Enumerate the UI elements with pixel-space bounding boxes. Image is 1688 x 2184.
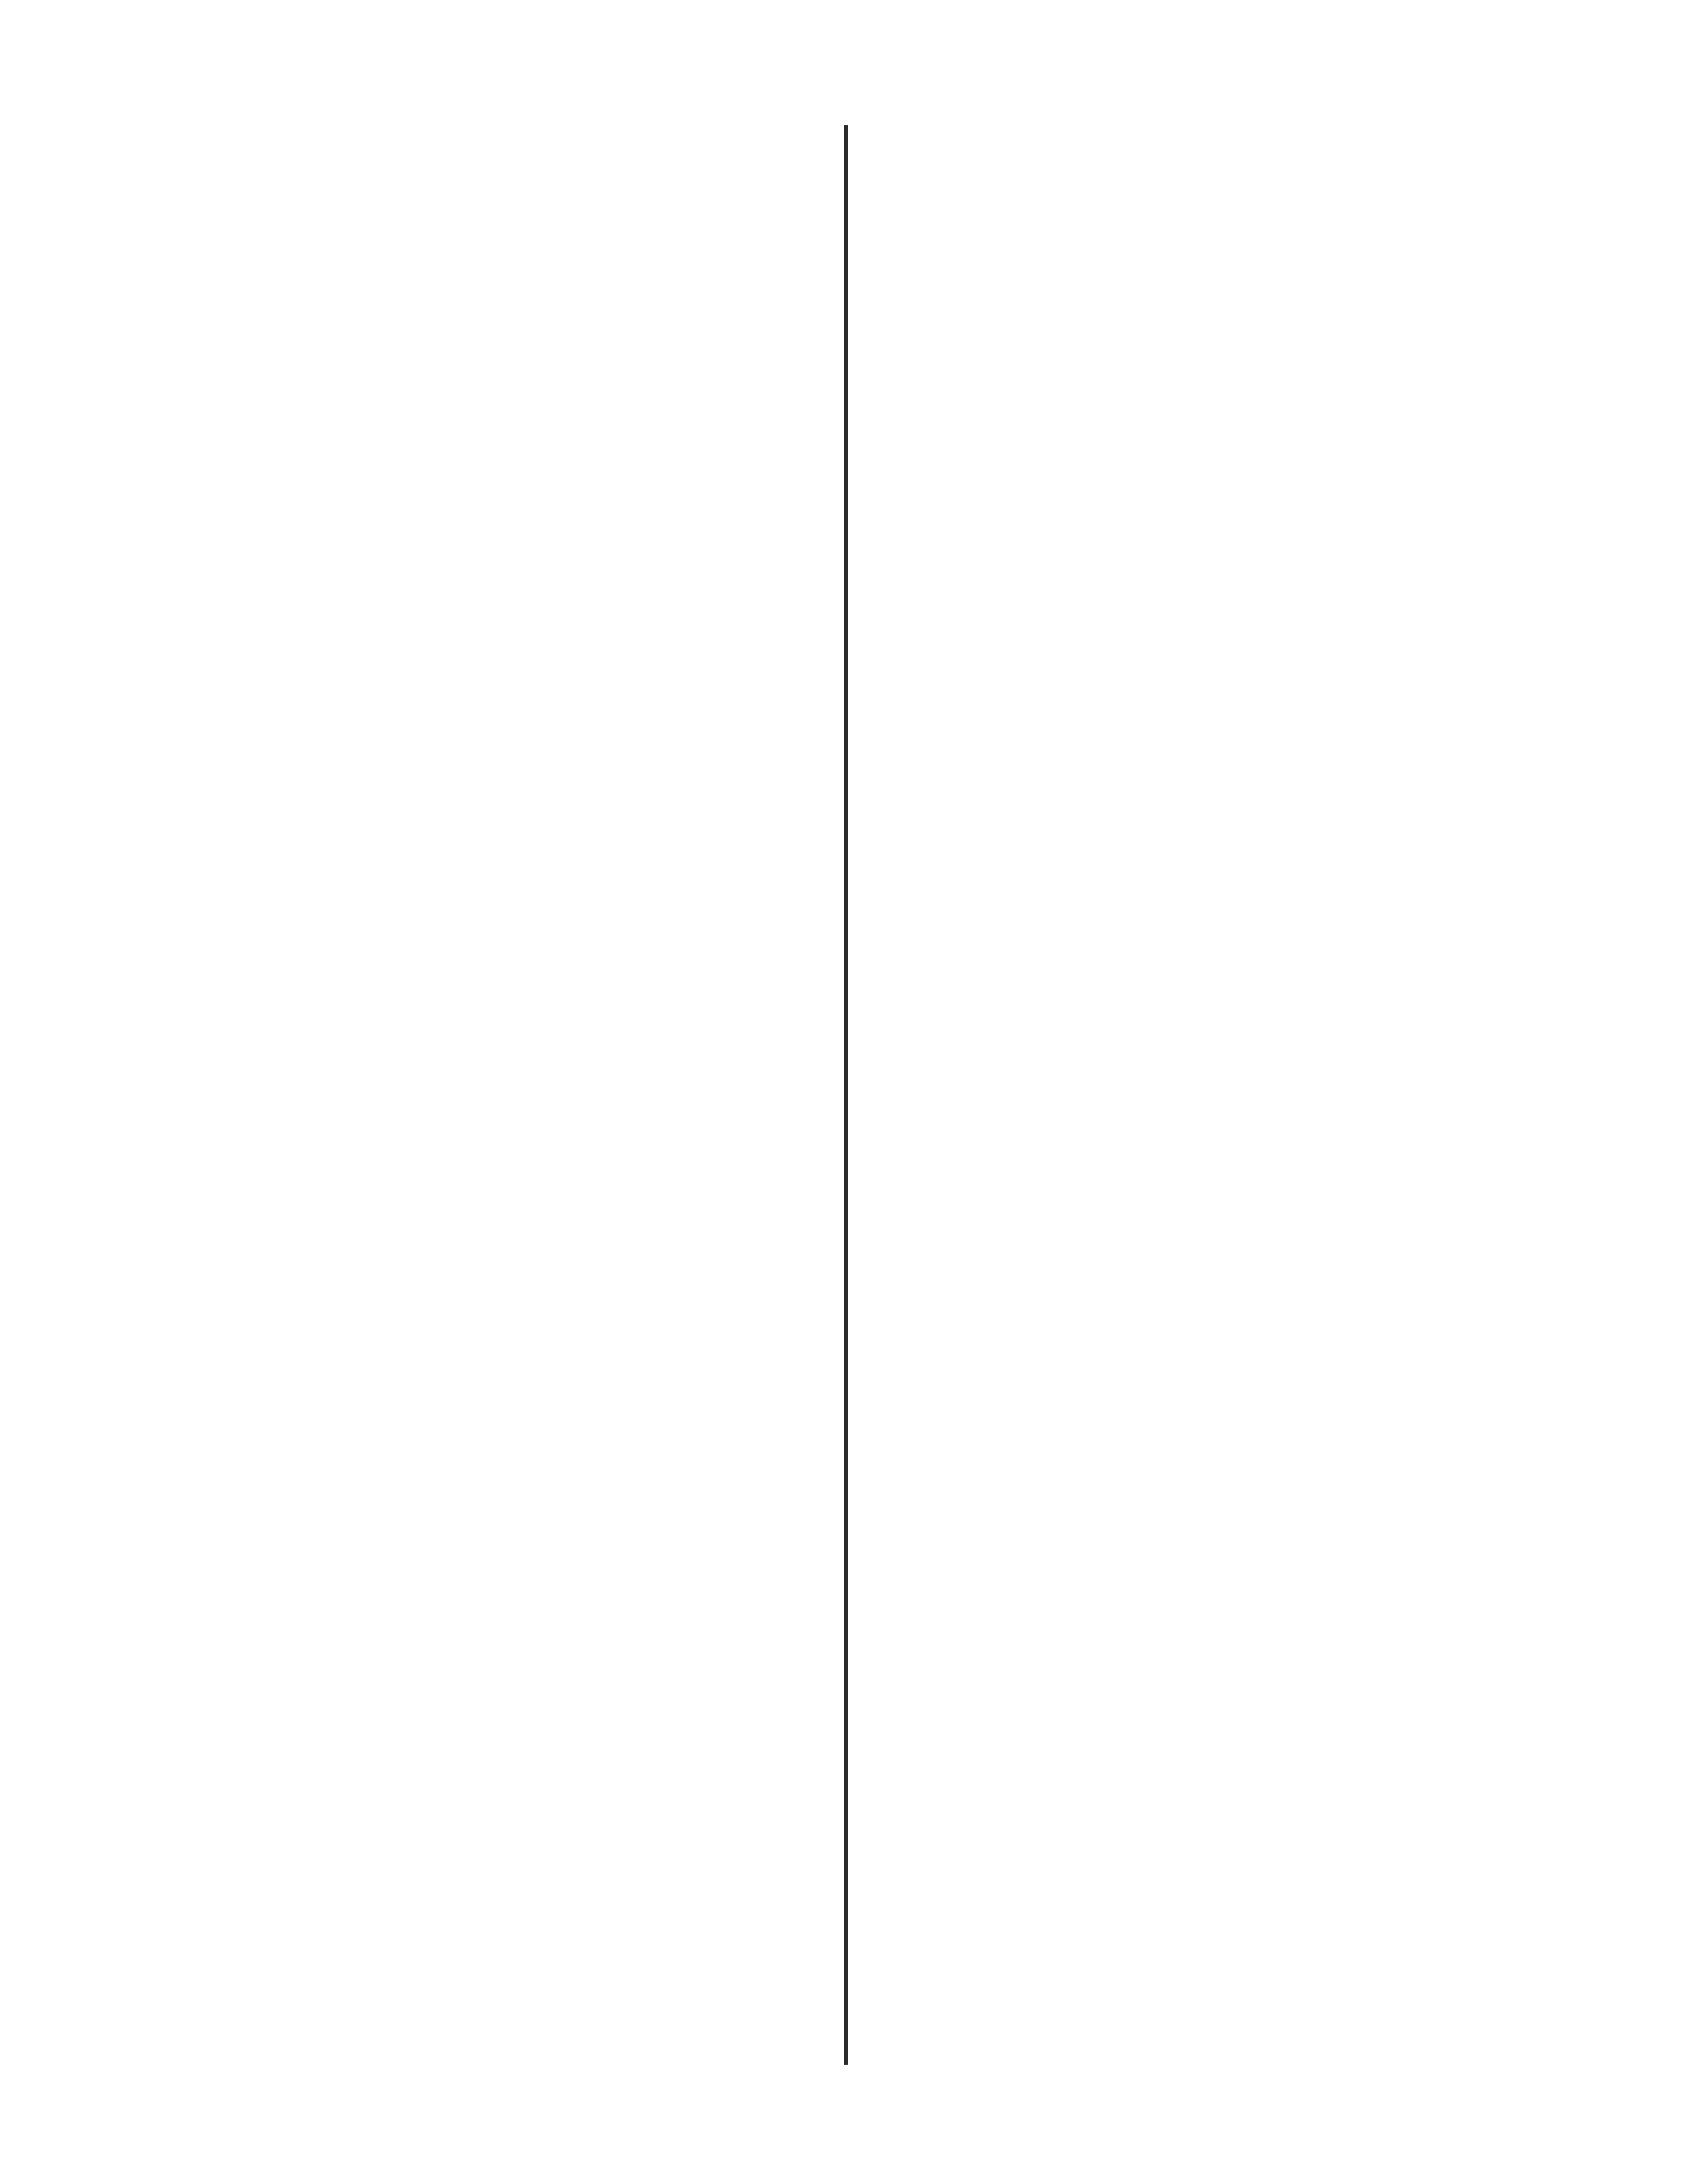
column-divider [844, 125, 848, 2065]
right-column [862, 0, 1567, 2065]
left-stripes [117, 125, 812, 2065]
left-column [117, 0, 812, 2065]
right-stripes [862, 125, 1567, 2065]
